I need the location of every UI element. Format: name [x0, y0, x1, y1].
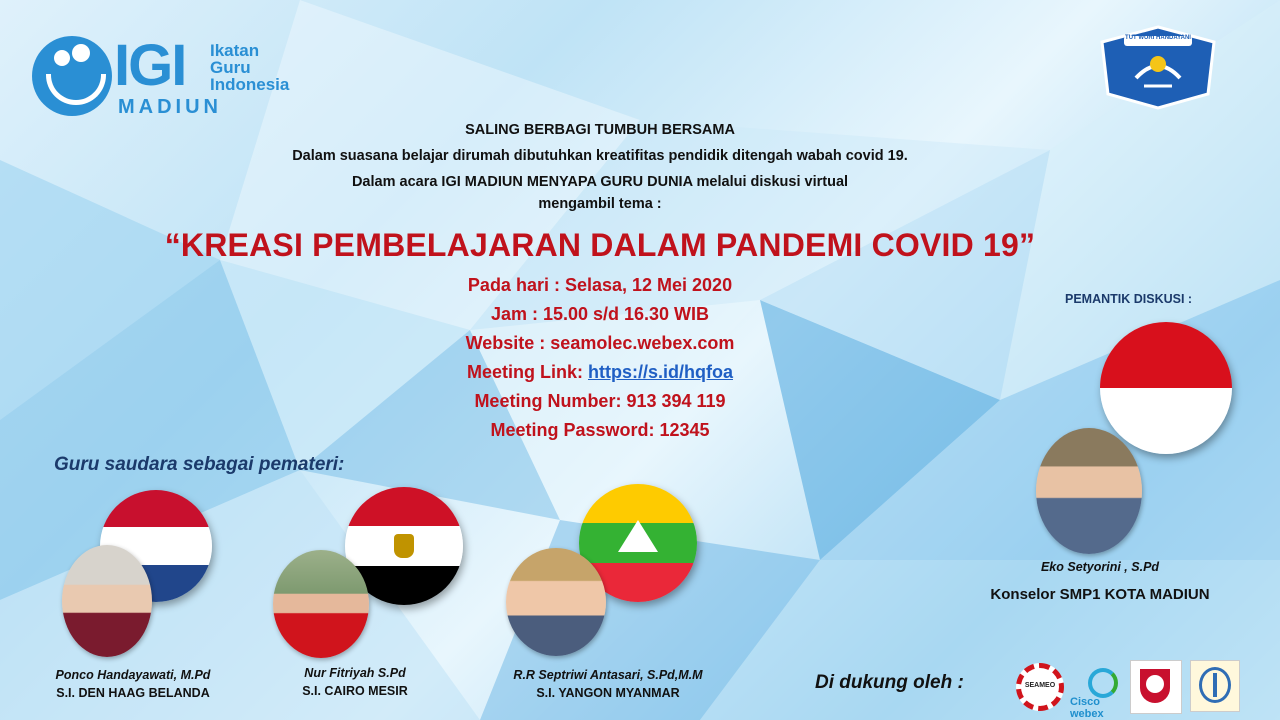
event-day: Pada hari : Selasa, 12 Mei 2020 [467, 275, 733, 295]
logo-line2: Guru [210, 58, 251, 77]
speakers-heading: Guru saudara sebagai pemateri: [54, 454, 345, 475]
speaker-name: Ponco Handayawati, M.Pd [55, 668, 211, 682]
event-time: Jam : 15.00 s/d 16.30 WIB [490, 304, 710, 324]
igi-logo [32, 30, 312, 120]
speaker-name: R.R Septriwi Antasari, S.Pd,M.M [513, 668, 703, 682]
emblem-text: TUT WURI HANDAYANI [1125, 35, 1191, 41]
event-meeting-number: Meeting Number: 913 394 119 [474, 391, 726, 411]
indonesia-flag-icon [1100, 322, 1232, 454]
speaker-school: S.I. DEN HAAG BELANDA [56, 686, 210, 700]
logo-abbr: IGI [114, 33, 186, 98]
facilitator-photo [1036, 428, 1142, 554]
intro-line2: Dalam suasana belajar dirumah dibutuhkan kreatifitas pendidik ditengah wabah covid 19. [292, 148, 908, 164]
webex-logo-icon: Cisco webex [1070, 662, 1126, 714]
facilitator-name: Eko Setyorini , S.Pd [1040, 560, 1160, 574]
speaker-name: Nur Fitriyah S.Pd [304, 666, 406, 680]
theme-title: “KREASI PEMBELAJARAN DALAM PANDEMI COVID 19” [164, 227, 1036, 263]
speaker-2 [260, 666, 450, 698]
speaker-school: S.I. CAIRO MESIR [302, 684, 408, 698]
support-label: Di dukung oleh : [815, 672, 964, 693]
seameo-logo-icon: SEAMEO [1016, 663, 1064, 711]
facilitator-heading: PEMANTIK DISKUSI : [1065, 292, 1193, 306]
event-info [350, 271, 850, 445]
intro-line4: mengambil tema : [538, 196, 662, 212]
speaker-1 [18, 668, 248, 700]
intro-line1: SALING BERBAGI TUMBUH BERSAMA [465, 122, 735, 138]
meeting-link-label: Meeting Link: [467, 362, 588, 382]
event-meeting-password: Meeting Password: 12345 [490, 420, 710, 440]
logo-line1: Ikatan [210, 41, 260, 60]
speaker-3 [468, 668, 748, 700]
speaker-photo-1 [62, 545, 152, 657]
event-website: Website : seamolec.webex.com [465, 333, 735, 353]
meeting-link[interactable]: https://s.id/hqfoa [588, 362, 733, 382]
sekolah-indonesia-den-haag-logo-icon [1130, 660, 1182, 714]
facilitator-role: Konselor SMP1 KOTA MADIUN [990, 586, 1210, 603]
event-meeting-link-row [350, 358, 850, 387]
speaker-school: S.I. YANGON MYANMAR [536, 686, 680, 700]
igi-emblem-icon [32, 36, 112, 116]
yayasan-logo-icon [1190, 660, 1240, 712]
intro-line3: Dalam acara IGI MADIUN MENYAPA GURU DUNIA melalui diskusi virtual [351, 174, 849, 190]
speaker-photo-2 [273, 550, 369, 658]
speaker-photo-3 [506, 548, 606, 656]
logo-city: MADIUN [118, 96, 222, 118]
intro-block [180, 117, 1020, 213]
logo-line3: Indonesia [210, 75, 290, 94]
